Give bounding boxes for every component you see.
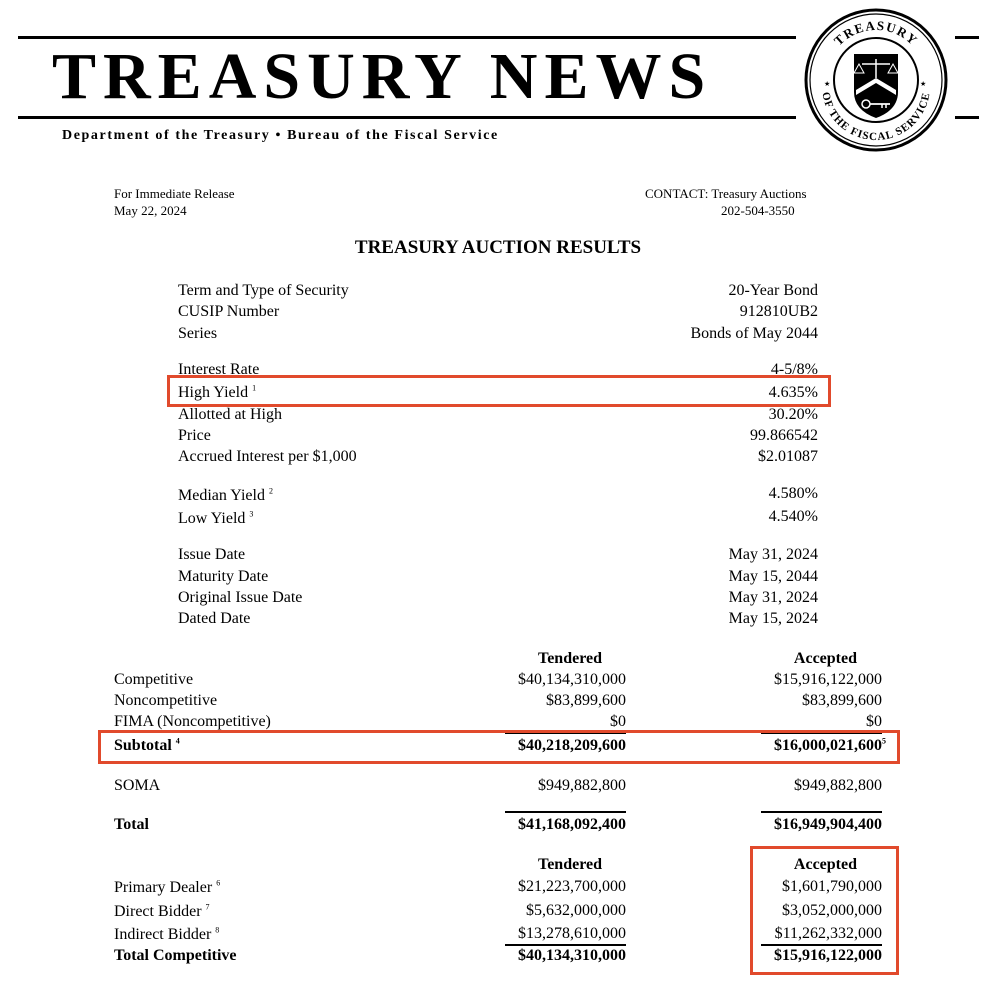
bidders-total-label: Total Competitive [114,947,237,964]
bids-soma-tendered: $949,882,800 [538,777,626,794]
security-value-0: 20-Year Bond [728,282,818,299]
masthead-top-rule [18,36,796,39]
indirect-bidder-label: Indirect Bidder [114,926,212,943]
bids-subtotal-tendered: $40,218,209,600 [518,737,626,754]
low-yield-label: Low Yield [178,510,246,527]
date-value-original-issue: May 31, 2024 [728,589,818,606]
subtotal-label: Subtotal [114,737,172,754]
bids-row-tendered-competitive: $40,134,310,000 [518,671,626,688]
security-label-2: Series [178,325,218,342]
bidders-total-tendered: $40,134,310,000 [518,947,626,964]
bidders-total-accepted: $15,916,122,000 [774,947,882,964]
bids-total-tendered: $41,168,092,400 [518,816,626,833]
bidders-row-tendered-indirect-bidder: $13,278,610,000 [518,925,626,942]
bids-total-rule-accepted [761,811,882,813]
bids-soma-accepted: $949,882,800 [794,777,882,794]
treasury-seal [802,6,950,154]
bids-row-accepted-fima: $0 [866,713,882,730]
bids-row-label-fima: FIMA (Noncompetitive) [114,713,271,730]
footnote-marker: 8 [215,925,220,935]
contact-line-1: CONTACT: Treasury Auctions [645,186,807,201]
bids-row-label-competitive: Competitive [114,671,194,688]
bids-total-label: Total [114,816,149,833]
yield-label-low [178,509,253,529]
date-label-issue: Issue Date [178,546,246,563]
page-heading: TREASURY AUCTION RESULTS [354,237,642,258]
seal-graphic [802,6,950,154]
contact-phone: 202-504-3550 [721,203,795,218]
footnote-marker: 1 [252,383,257,393]
bids-row-accepted-noncompetitive: $83,899,600 [802,692,882,709]
rate-value-accrued-interest: $2.01087 [758,448,818,465]
date-label-dated: Dated Date [178,610,251,627]
accepted-bidders-highlight-box [750,846,899,975]
date-value-issue: May 31, 2024 [728,546,818,563]
svg-text:OF THE FISCAL SERVICE: OF THE FISCAL SERVICE [819,90,933,144]
rate-value-allotted-at-high: 30.20% [768,406,818,423]
bidders-row-accepted-primary-dealer: $1,601,790,000 [782,878,882,895]
yield-value-median: 4.580% [768,485,818,502]
security-value-1: 912810UB2 [739,303,818,320]
bids-soma-label: SOMA [114,777,161,794]
masthead-bottom-rule-right [955,116,979,119]
footnote-marker: 6 [216,878,221,888]
footnote-marker: 2 [268,486,273,496]
bids-total-rule-tendered [505,811,626,813]
date-value-dated: May 15, 2024 [728,610,818,627]
rate-label-price: Price [178,427,211,444]
date-value-maturity: May 15, 2044 [728,568,818,585]
bidders-row-accepted-indirect-bidder: $11,262,332,000 [774,925,882,942]
bidders-row-accepted-direct-bidder: $3,052,000,000 [782,902,882,919]
bidders-col-tendered: Tendered [537,856,602,873]
bidders-row-label-direct-bidder [114,902,210,922]
subtotal-highlight-box [98,730,900,764]
bids-row-accepted-competitive: $15,916,122,000 [774,671,882,688]
security-value-2: Bonds of May 2044 [690,325,818,342]
rate-value-interest-rate: 4-5/8% [770,361,818,378]
bidders-row-tendered-direct-bidder: $5,632,000,000 [526,902,626,919]
bids-col-accepted: Accepted [793,650,857,667]
bidders-row-tendered-primary-dealer: $21,223,700,000 [518,878,626,895]
security-label-1: CUSIP Number [178,303,280,320]
footnote-marker: 3 [249,509,254,519]
release-date: May 22, 2024 [114,203,187,218]
bids-row-tendered-noncompetitive: $83,899,600 [546,692,626,709]
rate-label-interest-rate: Interest Rate [178,361,260,378]
footnote-marker: 4 [175,736,180,746]
svg-text:★: ★ [920,80,927,88]
security-label-0: Term and Type of Security [178,282,349,299]
rate-value-high-yield: 4.635% [768,384,818,401]
masthead-subtitle: Department of the Treasury • Bureau of the Fiscal Service [62,128,499,143]
svg-text:★: ★ [824,80,831,88]
masthead-title: TREASURY NEWS [52,40,713,113]
svg-text:TREASURY: TREASURY [830,17,922,49]
masthead-bottom-rule [18,116,796,119]
release-line-1: For Immediate Release [114,186,235,201]
rate-value-price: 99.866542 [750,427,818,444]
bidders-row-label-indirect-bidder [114,925,219,945]
high-yield-label: High Yield [178,384,249,401]
primary-dealer-label: Primary Dealer [114,879,213,896]
footnote-marker: 7 [205,902,210,912]
subtotal-accepted-value: $16,000,021,600 [774,737,882,754]
masthead-top-rule-right [955,36,979,39]
bids-row-tendered-fima: $0 [610,713,626,730]
footnote-marker: 5 [882,736,886,746]
median-yield-label: Median Yield [178,487,265,504]
bids-col-tendered: Tendered [537,650,602,667]
yield-label-median [178,486,273,506]
bids-row-label-noncompetitive: Noncompetitive [114,692,218,709]
rate-label-allotted-at-high: Allotted at High [178,406,282,423]
yield-value-low: 4.540% [768,508,818,525]
high-yield-highlight-box [167,375,831,407]
bidders-col-accepted: Accepted [793,856,857,873]
rate-label-accrued-interest: Accrued Interest per $1,000 [178,448,357,465]
bids-total-accepted: $16,949,904,400 [774,816,882,833]
date-label-maturity: Maturity Date [178,568,269,585]
bidders-row-label-primary-dealer [114,878,220,898]
date-label-original-issue: Original Issue Date [178,589,303,606]
direct-bidder-label: Direct Bidder [114,903,202,920]
